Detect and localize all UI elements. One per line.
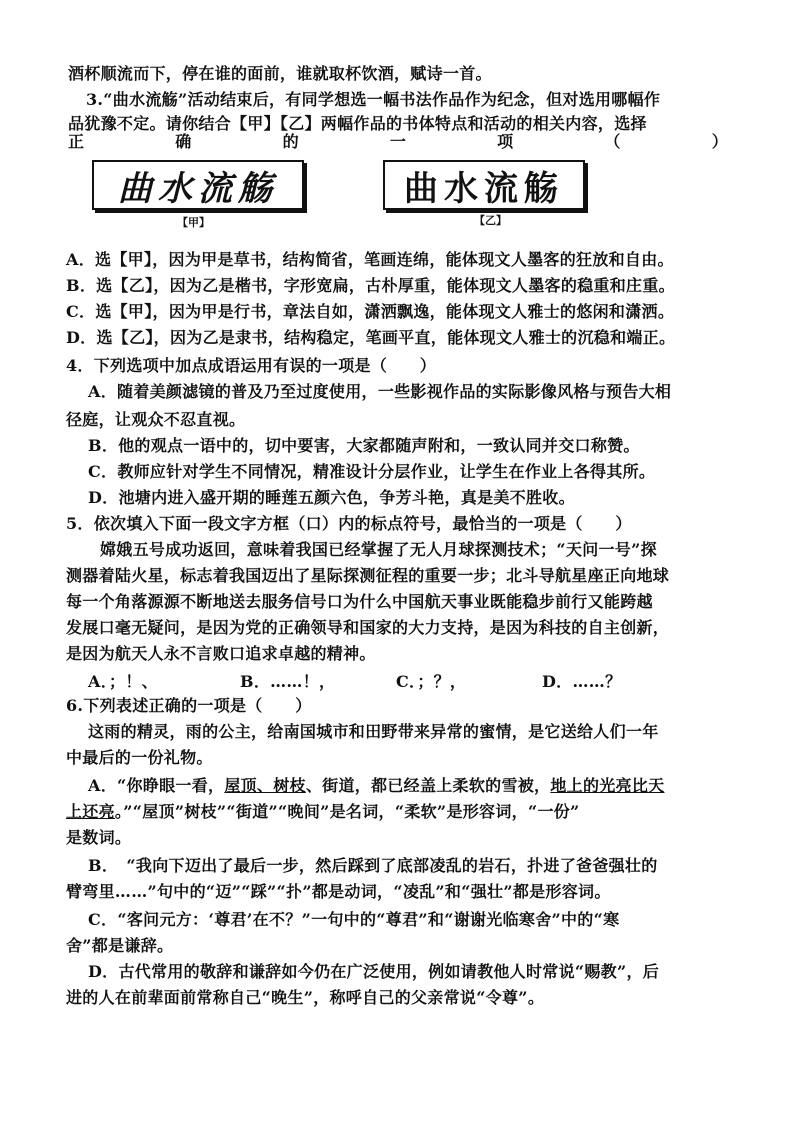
question-4-stem: 4．下列选项中加点成语运用有误的一项是（ ）	[66, 356, 437, 375]
question-3-stem-cont: 品犹豫不定。请你结合【甲】【乙】两幅作品的书体特点和活动的相关内容，选择	[68, 114, 647, 133]
q5-passage-1: 嫦娥五号成功返回，意味着我国已经掌握了无人月球探测技术；“天问一号”探	[100, 540, 657, 559]
q3-option-d: D．选【乙】，因为乙是隶书，结构稳定，笔画平直，能体现文人雅士的沉稳和端正。	[66, 328, 676, 347]
q5-option-a: A．；！、	[88, 672, 158, 691]
q6-a-rest: 。”“屋顶”树枝”“街道”“晚间”是名词，“柔软”是形容词，“一份”	[114, 802, 580, 821]
q6-option-b-1: B． “我向下迈出了最后一步，然后踩到了底部凌乱的岩石，扑进了爸爸强壮的	[88, 856, 658, 875]
caption-yi: 【乙】	[474, 214, 507, 227]
q3-option-c: C．选【甲】，因为甲是行书，章法自如，潇洒飘逸，能体现文人雅士的悠闲和潇洒。	[66, 302, 675, 321]
calligraphy-yi	[383, 160, 585, 210]
q6-passage-2: 中最后的一份礼物。	[66, 748, 213, 767]
q6-option-d-1: D．古代常用的敬辞和谦辞如今仍在广泛使用，例如请教他人时常说“赐教”，后	[88, 962, 660, 981]
stem-char: 正	[68, 132, 85, 151]
stem-char: 项	[497, 132, 514, 151]
q5-passage-2: 测器着陆火星，标志着我国迈出了星际探测征程的重要一步；北斗导航星座正向地球	[66, 566, 670, 585]
stem-char: 确	[175, 132, 192, 151]
q6-option-a-1	[88, 776, 664, 796]
stem-char: 的	[282, 132, 299, 151]
q6-a-underlined-3: 上还亮	[66, 802, 115, 821]
q5-option-c: C．；？，	[396, 672, 467, 691]
q5-option-d: D．……？	[542, 672, 622, 691]
q6-a-underlined-1: 屋顶、树枝	[224, 776, 306, 795]
q5-passage-4: 发展口毫无疑问，是因为党的正确领导和国家的大力支持，是因为科技的自主创新，	[66, 618, 670, 637]
q4-option-a-1: A．随着美颜滤镜的普及乃至过度使用，一些影视作品的实际影像风格与预告大相	[88, 382, 672, 401]
q6-option-d-2: 进的人在前辈面前常称自己“晚生”，称呼自己的父亲常说“令尊”。	[66, 988, 545, 1007]
q6-a-underlined-2: 地上的光亮比天	[550, 776, 665, 795]
q5-passage-3: 每一个角落源源不断地送去服务信号口为什么中国航天事业既能稳步前行又能跨越	[66, 592, 653, 611]
calligraphy-jia-text: 曲水流觞	[118, 168, 278, 209]
q4-option-c: C．教师应针对学生不同情况，精准设计分层作业，让学生在作业上各得其所。	[88, 462, 656, 481]
question-6-stem: 6.下列表述正确的一项是（ ）	[66, 696, 312, 715]
q6-option-a-2	[66, 802, 580, 822]
q4-option-b: B．他的观点一语中的，切中要害，大家都随声附和，一致认同并交口称赞。	[88, 436, 640, 455]
stem-char: 一	[389, 132, 407, 151]
stem-char: （	[604, 132, 621, 151]
q6-option-c-1: C．“客问元方：‘尊君’在不？”一句中的“尊君”和“谢谢光临寒舍”中的“寒	[88, 910, 620, 929]
calligraphy-yi-text: 曲水流觞	[404, 168, 564, 209]
q6-a-prefix: A．“你睁眼一看，	[88, 776, 225, 795]
question-3-stem-spread	[68, 132, 728, 152]
q5-passage-5: 是因为航天人永不言败口追求卓越的精神。	[66, 644, 376, 663]
q6-a-middle: 、街道，都已经盖上柔软的雪被，	[305, 776, 551, 795]
caption-jia: 【甲】	[177, 216, 210, 229]
q6-passage-1: 这雨的精灵，雨的公主，给南国城市和田野带来异常的蜜情，是它送给人们一年	[88, 722, 659, 741]
q6-option-c-2: 舍”都是谦辞。	[66, 936, 174, 955]
q4-option-a-2: 径庭，让观众不忍直视。	[66, 410, 246, 429]
q3-option-b: B．选【乙】，因为乙是楷书，字形宽扁，古朴厚重，能体现文人墨客的稳重和庄重。	[66, 276, 675, 295]
stem-char: ）	[711, 132, 728, 151]
question-5-stem: 5．依次填入下面一段文字方框（口）内的标点符号，最恰当的一项是（ ）	[66, 514, 632, 533]
q6-option-b-2: 臂弯里……”句中的“迈”“踩”“扑”都是动词，“凌乱”和“强壮”都是形容词。	[66, 882, 611, 901]
q5-option-b: B．……！，	[240, 672, 336, 691]
q3-option-a: A．选【甲】，因为甲是草书，结构简省，笔画连绵，能体现文人墨客的狂放和自由。	[66, 250, 674, 269]
question-3-stem: 3.“曲水流觞”活动结束后，有同学想选一幅书法作品作为纪念，但对选用哪幅作	[86, 90, 661, 109]
text-line: 酒杯顺流而下，停在谁的面前，谁就取杯饮酒，赋诗一首。	[68, 64, 492, 83]
calligraphy-jia	[92, 160, 304, 210]
q4-option-d: D．池塘内进入盛开期的睡莲五颜六色，争芳斗艳，真是美不胜收。	[88, 488, 575, 507]
q6-option-a-3: 是数词。	[66, 828, 132, 847]
